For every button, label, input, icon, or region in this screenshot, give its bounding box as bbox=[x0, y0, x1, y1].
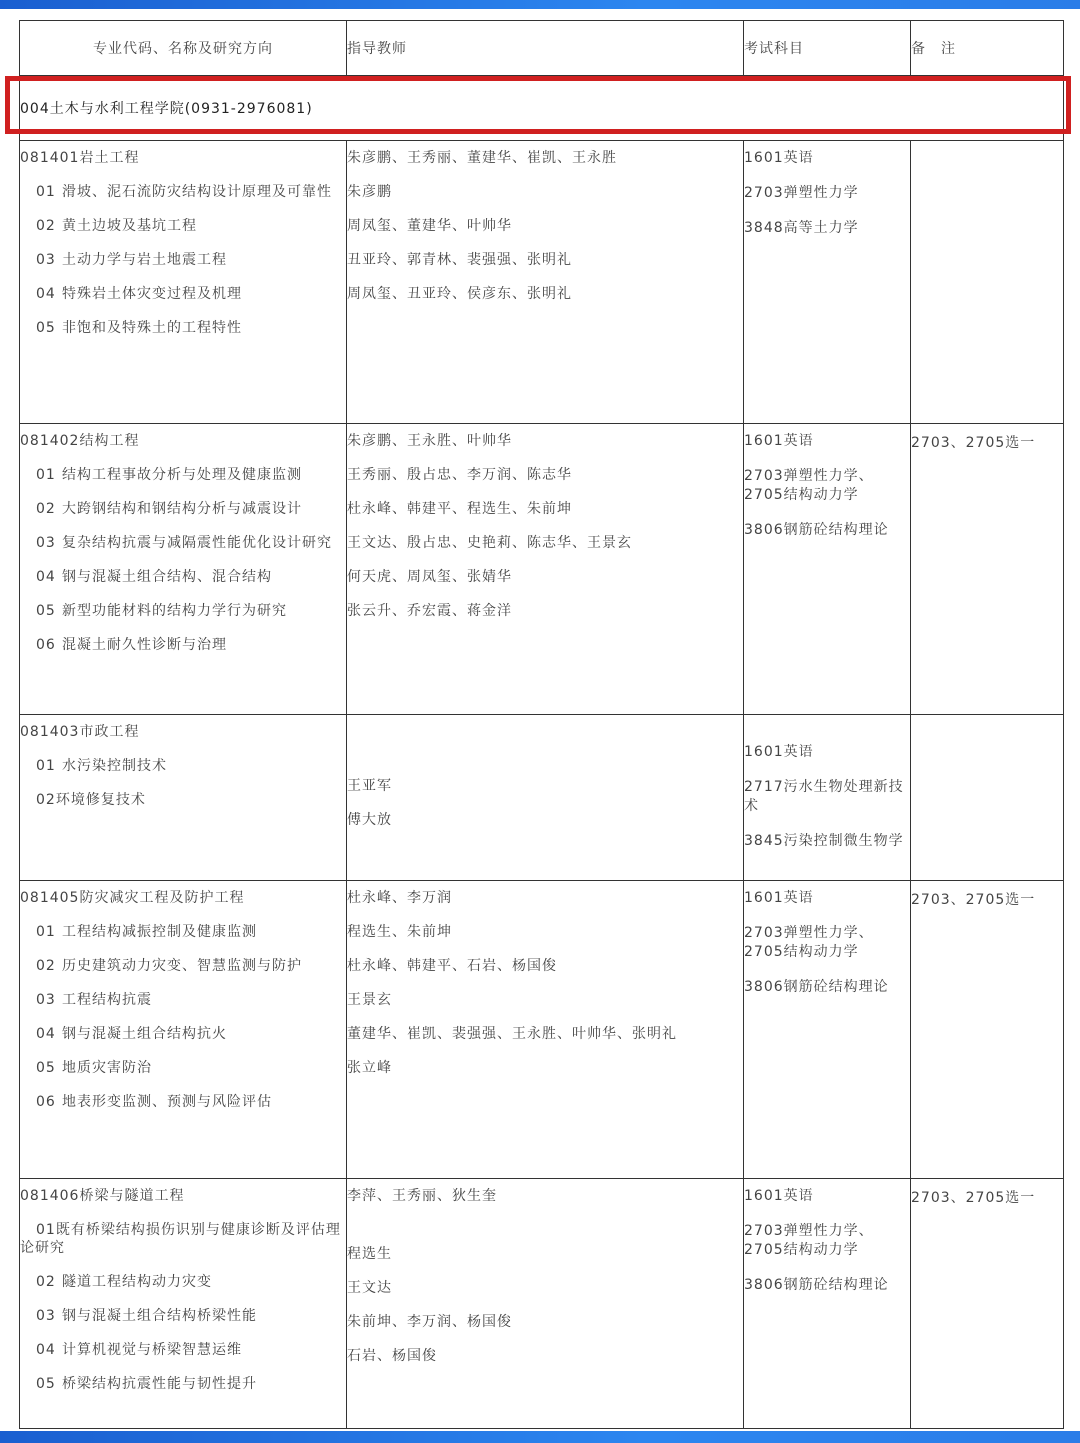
major-row bbox=[20, 424, 1064, 715]
note-cell bbox=[911, 424, 1064, 715]
research-direction bbox=[20, 783, 346, 817]
direction-number: 06 bbox=[36, 637, 56, 653]
supervisor-cell bbox=[347, 141, 744, 424]
supervisor-line: 王文达、殷占忠、史艳莉、陈志华、王景玄 bbox=[347, 535, 632, 551]
research-direction bbox=[20, 1051, 346, 1085]
exam-subject: 1601英语 bbox=[744, 433, 814, 449]
subject-cell bbox=[744, 1179, 911, 1429]
college-highlight-box bbox=[5, 76, 1071, 134]
major-cell bbox=[20, 1179, 347, 1429]
major-cell bbox=[20, 424, 347, 715]
direction-text: 钢与混凝土组合结构、混合结构 bbox=[62, 569, 272, 585]
supervisor-line: 朱前坤、李万润、杨国俊 bbox=[347, 1314, 512, 1330]
header-supervisor: 指导教师 bbox=[347, 21, 744, 76]
research-direction bbox=[20, 1265, 346, 1299]
supervisor-cell bbox=[347, 881, 744, 1179]
major-row bbox=[20, 1179, 1064, 1429]
research-direction bbox=[20, 1367, 346, 1401]
direction-text: 滑坡、泥石流防灾结构设计原理及可靠性 bbox=[62, 184, 332, 200]
direction-number: 03 bbox=[36, 252, 56, 268]
direction-text: 混凝土耐久性诊断与治理 bbox=[62, 637, 227, 653]
research-direction bbox=[20, 1333, 346, 1367]
exam-subject: 1601英语 bbox=[744, 744, 814, 760]
direction-text: 历史建筑动力灾变、智慧监测与防护 bbox=[62, 958, 302, 974]
direction-text: 结构工程事故分析与处理及健康监测 bbox=[62, 467, 302, 483]
direction-number: 04 bbox=[36, 1026, 56, 1042]
supervisor-line: 杜永峰、韩建平、程选生、朱前坤 bbox=[347, 501, 572, 517]
direction-number: 01 bbox=[36, 184, 56, 200]
direction-number: 06 bbox=[36, 1094, 56, 1110]
research-direction bbox=[20, 209, 346, 243]
supervisor-line: 杜永峰、李万润 bbox=[347, 890, 452, 906]
research-direction bbox=[20, 458, 346, 492]
supervisor-line: 朱彦鹏 bbox=[347, 184, 392, 200]
research-direction bbox=[20, 1299, 346, 1333]
direction-text: 既有桥梁结构损伤识别与健康诊断及评估理论研究 bbox=[20, 1222, 341, 1256]
subject-cell bbox=[744, 715, 911, 881]
direction-number: 04 bbox=[36, 569, 56, 585]
exam-subject: 2703弹塑性力学、2705结构动力学 bbox=[744, 1223, 874, 1258]
direction-text: 非饱和及特殊土的工程特性 bbox=[62, 320, 242, 336]
direction-text: 新型功能材料的结构力学行为研究 bbox=[62, 603, 287, 619]
exam-subject: 3806钢筋砼结构理论 bbox=[744, 979, 889, 995]
major-cell bbox=[20, 881, 347, 1179]
direction-text: 工程结构减振控制及健康监测 bbox=[62, 924, 257, 940]
subject-cell bbox=[744, 141, 911, 424]
supervisor-cell bbox=[347, 1179, 744, 1429]
subject-cell bbox=[744, 881, 911, 1179]
research-direction bbox=[20, 1213, 346, 1265]
direction-text: 土动力学与岩土地震工程 bbox=[62, 252, 227, 268]
research-direction bbox=[20, 311, 346, 345]
supervisor-cell bbox=[347, 715, 744, 881]
header-row bbox=[20, 21, 1064, 76]
supervisor-line: 周凤玺、丑亚玲、侯彦东、张明礼 bbox=[347, 286, 572, 302]
note-text: 2703、2705选一 bbox=[911, 435, 1036, 451]
supervisor-line: 朱彦鹏、王永胜、叶帅华 bbox=[347, 433, 512, 449]
exam-subject: 1601英语 bbox=[744, 150, 814, 166]
direction-text: 黄土边坡及基坑工程 bbox=[62, 218, 197, 234]
direction-number: 02 bbox=[36, 501, 56, 517]
supervisor-line: 傅大放 bbox=[347, 812, 392, 828]
research-direction bbox=[20, 915, 346, 949]
major-title: 081402结构工程 bbox=[20, 433, 140, 449]
exam-subject: 3806钢筋砼结构理论 bbox=[744, 522, 889, 538]
direction-number: 01 bbox=[36, 758, 56, 774]
supervisor-line: 张立峰 bbox=[347, 1060, 392, 1076]
note-cell bbox=[911, 1179, 1064, 1429]
exam-subject: 3845污染控制微生物学 bbox=[744, 833, 904, 849]
direction-number: 05 bbox=[36, 603, 56, 619]
exam-subject: 2703弹塑性力学、2705结构动力学 bbox=[744, 925, 874, 960]
supervisor-line: 董建华、崔凯、裴强强、王永胜、叶帅华、张明礼 bbox=[347, 1026, 677, 1042]
research-direction bbox=[20, 628, 346, 662]
research-direction bbox=[20, 277, 346, 311]
research-direction bbox=[20, 983, 346, 1017]
research-direction bbox=[20, 594, 346, 628]
direction-number: 03 bbox=[36, 992, 56, 1008]
note-text: 2703、2705选一 bbox=[911, 892, 1036, 908]
supervisor-line: 程选生 bbox=[347, 1246, 392, 1262]
header-exam-subjects: 考试科目 bbox=[744, 21, 911, 76]
direction-number: 04 bbox=[36, 1342, 56, 1358]
major-row bbox=[20, 881, 1064, 1179]
exam-subject: 2703弹塑性力学、2705结构动力学 bbox=[744, 468, 874, 503]
research-direction bbox=[20, 243, 346, 277]
top-accent-bar bbox=[0, 0, 1080, 9]
direction-number: 02 bbox=[36, 1274, 56, 1290]
supervisor-line: 王景玄 bbox=[347, 992, 392, 1008]
direction-text: 隧道工程结构动力灾变 bbox=[62, 1274, 212, 1290]
header-major: 专业代码、名称及研究方向 bbox=[20, 21, 347, 76]
supervisor-line: 杜永峰、韩建平、石岩、杨国俊 bbox=[347, 958, 557, 974]
major-row bbox=[20, 715, 1064, 881]
supervisor-line: 程选生、朱前坤 bbox=[347, 924, 452, 940]
exam-subject: 2703弹塑性力学 bbox=[744, 185, 859, 201]
note-text: 2703、2705选一 bbox=[911, 1190, 1036, 1206]
research-direction bbox=[20, 492, 346, 526]
exam-subject: 3848高等土力学 bbox=[744, 220, 859, 236]
direction-number: 05 bbox=[36, 320, 56, 336]
major-cell bbox=[20, 141, 347, 424]
research-direction bbox=[20, 1085, 346, 1119]
direction-text: 大跨钢结构和钢结构分析与减震设计 bbox=[62, 501, 302, 517]
major-cell bbox=[20, 715, 347, 881]
bottom-accent-bar bbox=[0, 1431, 1080, 1443]
supervisor-line: 石岩、杨国俊 bbox=[347, 1348, 437, 1364]
major-title: 081406桥梁与隧道工程 bbox=[20, 1188, 185, 1204]
direction-number: 02 bbox=[36, 792, 56, 808]
direction-text: 工程结构抗震 bbox=[62, 992, 152, 1008]
major-rows bbox=[20, 141, 1064, 1429]
direction-number: 02 bbox=[36, 218, 56, 234]
exam-subject: 3806钢筋砼结构理论 bbox=[744, 1277, 889, 1293]
header-notes: 备 注 bbox=[911, 21, 1064, 76]
direction-number: 03 bbox=[36, 1308, 56, 1324]
exam-subject: 1601英语 bbox=[744, 890, 814, 906]
note-cell bbox=[911, 881, 1064, 1179]
subject-cell bbox=[744, 424, 911, 715]
direction-number: 03 bbox=[36, 535, 56, 551]
exam-subject: 1601英语 bbox=[744, 1188, 814, 1204]
direction-text: 地质灾害防治 bbox=[62, 1060, 152, 1076]
direction-number: 05 bbox=[36, 1060, 56, 1076]
major-title: 081401岩土工程 bbox=[20, 150, 140, 166]
supervisor-line: 王文达 bbox=[347, 1280, 392, 1296]
direction-text: 地表形变监测、预测与风险评估 bbox=[62, 1094, 272, 1110]
college-name: 004土木与水利工程学院(0931-2976081) bbox=[20, 76, 1064, 141]
note-cell bbox=[911, 715, 1064, 881]
major-row bbox=[20, 141, 1064, 424]
direction-text: 钢与混凝土组合结构桥梁性能 bbox=[62, 1308, 257, 1324]
direction-text: 环境修复技术 bbox=[55, 792, 146, 808]
direction-text: 特殊岩土体灾变过程及机理 bbox=[62, 286, 242, 302]
research-direction bbox=[20, 1017, 346, 1051]
direction-number: 04 bbox=[36, 286, 56, 302]
note-cell bbox=[911, 141, 1064, 424]
direction-text: 复杂结构抗震与减隔震性能优化设计研究 bbox=[62, 535, 332, 551]
research-direction bbox=[20, 175, 346, 209]
direction-number: 01 bbox=[36, 467, 56, 483]
direction-number: 01 bbox=[36, 1222, 56, 1238]
supervisor-line: 周凤玺、董建华、叶帅华 bbox=[347, 218, 512, 234]
direction-text: 钢与混凝土组合结构抗火 bbox=[62, 1026, 227, 1042]
supervisor-line: 何天虎、周凤玺、张婧华 bbox=[347, 569, 512, 585]
exam-subject: 2717污水生物处理新技术 bbox=[744, 779, 904, 814]
supervisor-line: 王亚军 bbox=[347, 778, 392, 794]
supervisor-line: 丑亚玲、郭青林、裴强强、张明礼 bbox=[347, 252, 572, 268]
supervisor-line: 朱彦鹏、王秀丽、董建华、崔凯、王永胜 bbox=[347, 150, 617, 166]
research-direction bbox=[20, 526, 346, 560]
major-title: 081403市政工程 bbox=[20, 724, 140, 740]
major-title: 081405防灾减灾工程及防护工程 bbox=[20, 890, 245, 906]
direction-text: 计算机视觉与桥梁智慧运维 bbox=[62, 1342, 242, 1358]
research-direction bbox=[20, 749, 346, 783]
direction-text: 桥梁结构抗震性能与韧性提升 bbox=[62, 1376, 257, 1392]
direction-number: 01 bbox=[36, 924, 56, 940]
supervisor-line: 李萍、王秀丽、狄生奎 bbox=[347, 1188, 497, 1204]
research-direction bbox=[20, 949, 346, 983]
supervisor-cell bbox=[347, 424, 744, 715]
research-direction bbox=[20, 560, 346, 594]
direction-number: 05 bbox=[36, 1376, 56, 1392]
supervisor-line: 张云升、乔宏霞、蒋金洋 bbox=[347, 603, 512, 619]
direction-number: 02 bbox=[36, 958, 56, 974]
spacer bbox=[347, 1213, 743, 1237]
enrollment-table bbox=[19, 20, 1064, 1429]
direction-text: 水污染控制技术 bbox=[62, 758, 167, 774]
supervisor-line: 王秀丽、殷占忠、李万润、陈志华 bbox=[347, 467, 572, 483]
